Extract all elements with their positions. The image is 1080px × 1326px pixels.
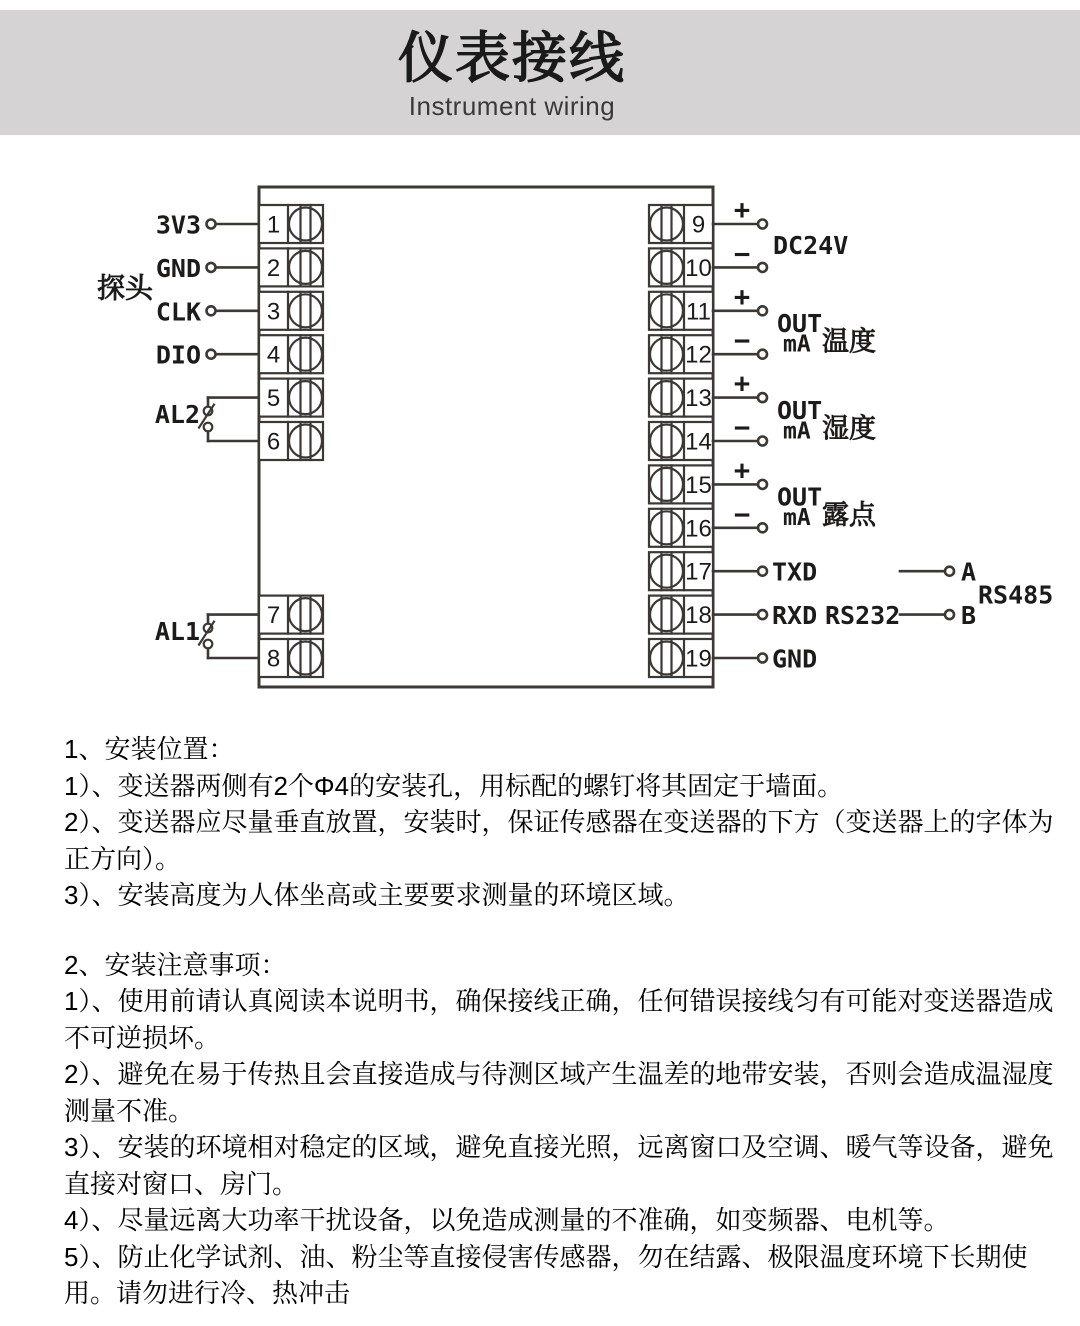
pin-label-clk: CLK [155, 297, 201, 327]
terminal-number: 3 [266, 298, 281, 326]
installation-notes [64, 731, 1056, 1312]
terminal-number: 12 [685, 341, 712, 369]
connection-dot [945, 610, 954, 619]
terminal-number: 6 [266, 428, 281, 456]
ma-label: mA [783, 418, 811, 445]
connection-dot [207, 306, 216, 315]
plus-sign: + [733, 454, 751, 486]
connection-dot [945, 567, 954, 576]
section-install-precautions [64, 947, 1056, 1312]
out-label: OUT [777, 482, 823, 512]
connection-dot [758, 306, 767, 315]
minus-sign: − [733, 412, 751, 444]
ma-label: mA [783, 505, 811, 532]
connection-dot [758, 437, 767, 446]
pin-label-3v3: 3V3 [155, 210, 201, 240]
rs485-label: RS485 [978, 580, 1054, 610]
connection-dot [758, 220, 767, 229]
connection-dot [758, 263, 767, 272]
switch-contact [204, 423, 213, 432]
terminal-number: 1 [266, 211, 281, 239]
connection-dot [207, 220, 216, 229]
connection-dot [758, 350, 767, 359]
rs485-a-label: A [961, 557, 977, 587]
probe-label: 探头 [96, 272, 154, 304]
terminal-number: 8 [266, 645, 281, 673]
header-band [0, 10, 1080, 135]
connection-dot [758, 654, 767, 663]
plus-sign: + [733, 194, 751, 226]
terminal-number: 19 [685, 645, 712, 673]
note-item: 3）、安装的环境相对稳定的区域，避免直接光照，远离窗口及空调、暖气等设备，避免直接对窗口、房门。 [64, 1132, 1054, 1199]
channel-label: 湿度 [822, 413, 876, 444]
wiring-diagram [0, 140, 1080, 710]
terminal-number: 18 [685, 602, 712, 630]
serial-label-rxd: RXD [772, 601, 818, 631]
terminal-number: 13 [685, 385, 712, 413]
note-item: 5）、防止化学试剂、油、粉尘等直接侵害传感器，勿在结露、极限温度环境下长期使用。请勿进行冷、热冲击 [64, 1241, 1028, 1308]
section-heading: 2、安装注意事项： [64, 949, 287, 980]
terminal-number: 10 [685, 254, 712, 282]
section-install-position [64, 731, 1056, 914]
pin-label-dio: DIO [155, 340, 201, 370]
connection-dot [207, 263, 216, 272]
plus-sign: + [733, 368, 751, 400]
connection-dot [758, 567, 767, 576]
out-label: OUT [777, 309, 823, 338]
serial-label-gnd: GND [772, 644, 818, 674]
terminal-number: 5 [266, 385, 281, 413]
bus-label-rs232: RS232 [825, 601, 901, 631]
plus-sign: + [733, 281, 751, 313]
note-item: 1）、使用前请认真阅读本说明书，确保接线正确，任何错误接线匀有可能对变送器造成不可逆损坏。 [64, 986, 1054, 1053]
connection-dot [758, 523, 767, 532]
connection-dot [758, 480, 767, 489]
power-label: DC24V [773, 231, 849, 261]
terminal-number: 9 [691, 211, 706, 239]
terminal-number: 16 [685, 515, 712, 543]
relay-label-al1: AL1 [154, 617, 200, 647]
terminal-number: 11 [686, 298, 711, 326]
ma-label: mA [783, 331, 811, 358]
terminal-number: 7 [266, 602, 281, 630]
terminal-number: 4 [266, 341, 281, 369]
note-item: 1）、变送器两侧有2个Φ4的安装孔，用标配的螺钉将其固定于墙面。 [64, 770, 844, 801]
terminal-number: 2 [266, 254, 281, 282]
serial-label-txd: TXD [772, 557, 818, 587]
page-title: 仪表接线 [397, 26, 626, 90]
channel-label: 温度 [822, 326, 876, 357]
connection-dot [758, 610, 767, 619]
section-heading: 1、安装位置： [64, 734, 235, 764]
rs485-b-label: B [961, 601, 977, 631]
switch-contact [204, 640, 213, 649]
note-item: 3）、安装高度为人体坐高或主要要求测量的环境区域。 [64, 880, 690, 910]
minus-sign: − [733, 499, 751, 531]
minus-sign: − [733, 325, 751, 357]
note-item: 4）、尽量远离大功率干扰设备，以免造成测量的不准确，如变频器、电机等。 [64, 1205, 950, 1235]
relay-label-al2: AL2 [154, 400, 200, 430]
connection-dot [207, 350, 216, 359]
terminal-number: 14 [685, 428, 712, 456]
terminal-number: 15 [685, 471, 712, 499]
note-item: 2）、变送器应尽量垂直放置，安装时，保证传感器在变送器的下方（变送器上的字体为正方向）。 [64, 807, 1054, 874]
page-subtitle: Instrument wiring [408, 91, 616, 121]
minus-sign: − [733, 238, 751, 270]
device-body [259, 187, 713, 687]
terminal-number: 17 [685, 558, 712, 586]
pin-label-gnd: GND [155, 253, 201, 283]
connection-dot [758, 393, 767, 402]
note-item: 2）、避免在易于传热且会直接造成与待测区域产生温差的地带安装，否则会造成温湿度测量不准。 [64, 1059, 1054, 1126]
out-label: OUT [777, 395, 823, 425]
channel-label: 露点 [822, 500, 876, 531]
